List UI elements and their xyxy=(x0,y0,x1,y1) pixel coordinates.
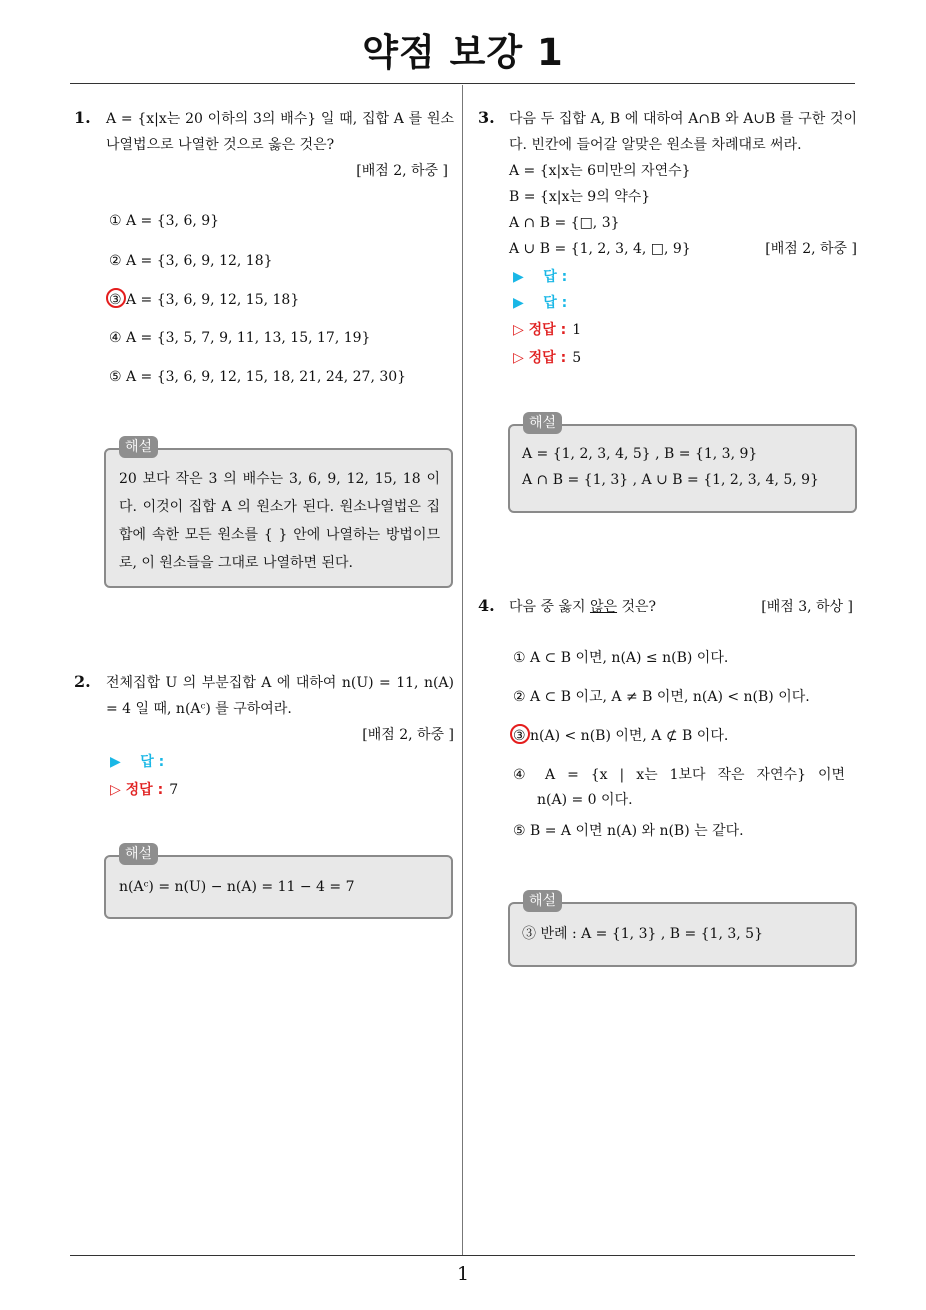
q1-choice-4[interactable]: ④ A = {3, 5, 7, 9, 11, 13, 15, 17, 19} xyxy=(109,330,371,346)
q3-solution-line-1: A = {1, 2, 3, 4, 5} , B = {1, 3, 9} xyxy=(522,446,758,462)
q4-number: 4. xyxy=(478,596,495,615)
q2-solution-tag: 해설 xyxy=(119,843,158,865)
q4-choice-1[interactable]: ① A ⊂ B 이면, n(A) ≤ n(B) 이다. xyxy=(513,650,729,666)
q2-text: 전체집합 U 의 부분집합 A 에 대하여 n(U) = 11, n(A) = 4 일 때, n(Aᶜ) 를 구하여라. xyxy=(106,675,454,717)
q3-line-3: A ∩ B = {□, 3} xyxy=(509,215,620,231)
q4-text-before: 다음 중 옳지 xyxy=(509,599,590,615)
triangle-outline-icon: ▷ xyxy=(513,322,524,338)
q3-answer-row-1 xyxy=(513,266,567,288)
q3-line-2: B = {x|x는 9의 약수} xyxy=(509,189,651,205)
q2-correct-value: 7 xyxy=(169,782,179,798)
q3-answer-label-1: 답 : xyxy=(543,269,568,285)
q3-correct-value-1: 1 xyxy=(572,322,582,338)
q1-choice-5[interactable]: ⑤ A = {3, 6, 9, 12, 15, 18, 21, 24, 27, 30} xyxy=(109,369,407,385)
q4-text-underline: 않은 xyxy=(589,599,618,615)
q3-line-1: A = {x|x는 6미만의 자연수} xyxy=(509,163,691,179)
q3-correct-row-1 xyxy=(513,319,581,341)
q1-choice-1[interactable]: ① A = {3, 6, 9} xyxy=(109,213,220,229)
bottom-rule xyxy=(70,1255,855,1256)
triangle-outline-icon: ▷ xyxy=(513,350,524,366)
q3-text: 다음 두 집합 A, B 에 대하여 A∩B 와 A∪B 를 구한 것이다. 빈칸에 들어갈 알맞은 원소를 차례대로 써라. xyxy=(509,111,857,153)
q3-correct-label-1: 정답 : xyxy=(528,322,567,338)
column-divider xyxy=(462,85,463,1255)
q1-selected-circle xyxy=(106,288,126,308)
q3-solution-tag: 해설 xyxy=(523,412,562,434)
q4-text xyxy=(509,594,656,620)
page-number: 1 xyxy=(456,1263,470,1285)
q4-choice-4[interactable]: ④ A = {x | x는 1보다 작은 자연수} 이면 xyxy=(513,767,845,783)
q2-solution-text: n(Aᶜ) = n(U) − n(A) = 11 − 4 = 7 xyxy=(119,879,355,895)
q1-text: A = {x|x는 20 이하의 3의 배수} 일 때, 집합 A 를 원소나열법으로 나열한 것으로 옳은 것은? xyxy=(106,111,454,153)
q1-solution-text: 20 보다 작은 3 의 배수는 3, 6, 9, 12, 15, 18 이다. 이것이 집합 A 의 원소가 된다. 원소나열법은 집합에 속한 모든 원소를 { } 안에 나열하는 방법이므로, 이 원소들을 그대로 나열하면 된다. xyxy=(119,471,440,571)
q3-correct-value-2: 5 xyxy=(572,350,582,366)
q4-solution-text: ③ 반례 : A = {1, 3} , B = {1, 3, 5} xyxy=(522,926,763,942)
q2-number: 2. xyxy=(74,672,91,691)
q4-choice-3[interactable]: ③ n(A) < n(B) 이면, A ⊄ B 이다. xyxy=(513,728,729,744)
q1-meta: [배점 2, 하중 ] xyxy=(356,163,448,179)
q1-choice-2[interactable]: ② A = {3, 6, 9, 12, 18} xyxy=(109,253,273,269)
q3-correct-row-2 xyxy=(513,347,581,369)
q4-selected-circle xyxy=(510,724,530,744)
q1-number: 1. xyxy=(74,108,91,127)
q1-choice-3[interactable]: ③ A = {3, 6, 9, 12, 15, 18} xyxy=(109,292,300,308)
q3-answer-row-2 xyxy=(513,292,567,314)
q1-solution-tag: 해설 xyxy=(119,436,158,458)
q4-solution-tag: 해설 xyxy=(523,890,562,912)
q2-correct-row xyxy=(110,779,178,801)
triangle-outline-icon: ▷ xyxy=(110,782,121,798)
q4-choice-4-cont: n(A) = 0 이다. xyxy=(537,792,633,808)
q3-solution-line-2: A ∩ B = {1, 3} , A ∪ B = {1, 2, 3, 4, 5, 9} xyxy=(522,472,819,488)
q2-correct-label: 정답 : xyxy=(125,782,164,798)
q3-number: 3. xyxy=(478,108,495,127)
play-icon: ▶ xyxy=(513,295,524,311)
q3-line-4: A ∪ B = {1, 2, 3, 4, □, 9} xyxy=(509,241,691,257)
page-title: 약점 보강 1 xyxy=(362,31,564,74)
q3-correct-label-2: 정답 : xyxy=(528,350,567,366)
q3-meta: [배점 2, 하중 ] xyxy=(765,241,857,257)
q4-meta: [배점 3, 하상 ] xyxy=(761,599,853,615)
q4-choice-2[interactable]: ② A ⊂ B 이고, A ≠ B 이면, n(A) < n(B) 이다. xyxy=(513,689,810,705)
q3-answer-label-2: 답 : xyxy=(543,295,568,311)
top-rule xyxy=(70,83,855,84)
play-icon: ▶ xyxy=(110,754,121,770)
q4-choice-5[interactable]: ⑤ B = A 이면 n(A) 와 n(B) 는 같다. xyxy=(513,823,744,839)
q2-answer-row xyxy=(110,751,164,773)
q4-text-after: 것은? xyxy=(617,599,657,615)
play-icon: ▶ xyxy=(513,269,524,285)
q2-answer-label: 답 : xyxy=(140,754,165,770)
q2-meta: [배점 2, 하중 ] xyxy=(362,727,454,743)
